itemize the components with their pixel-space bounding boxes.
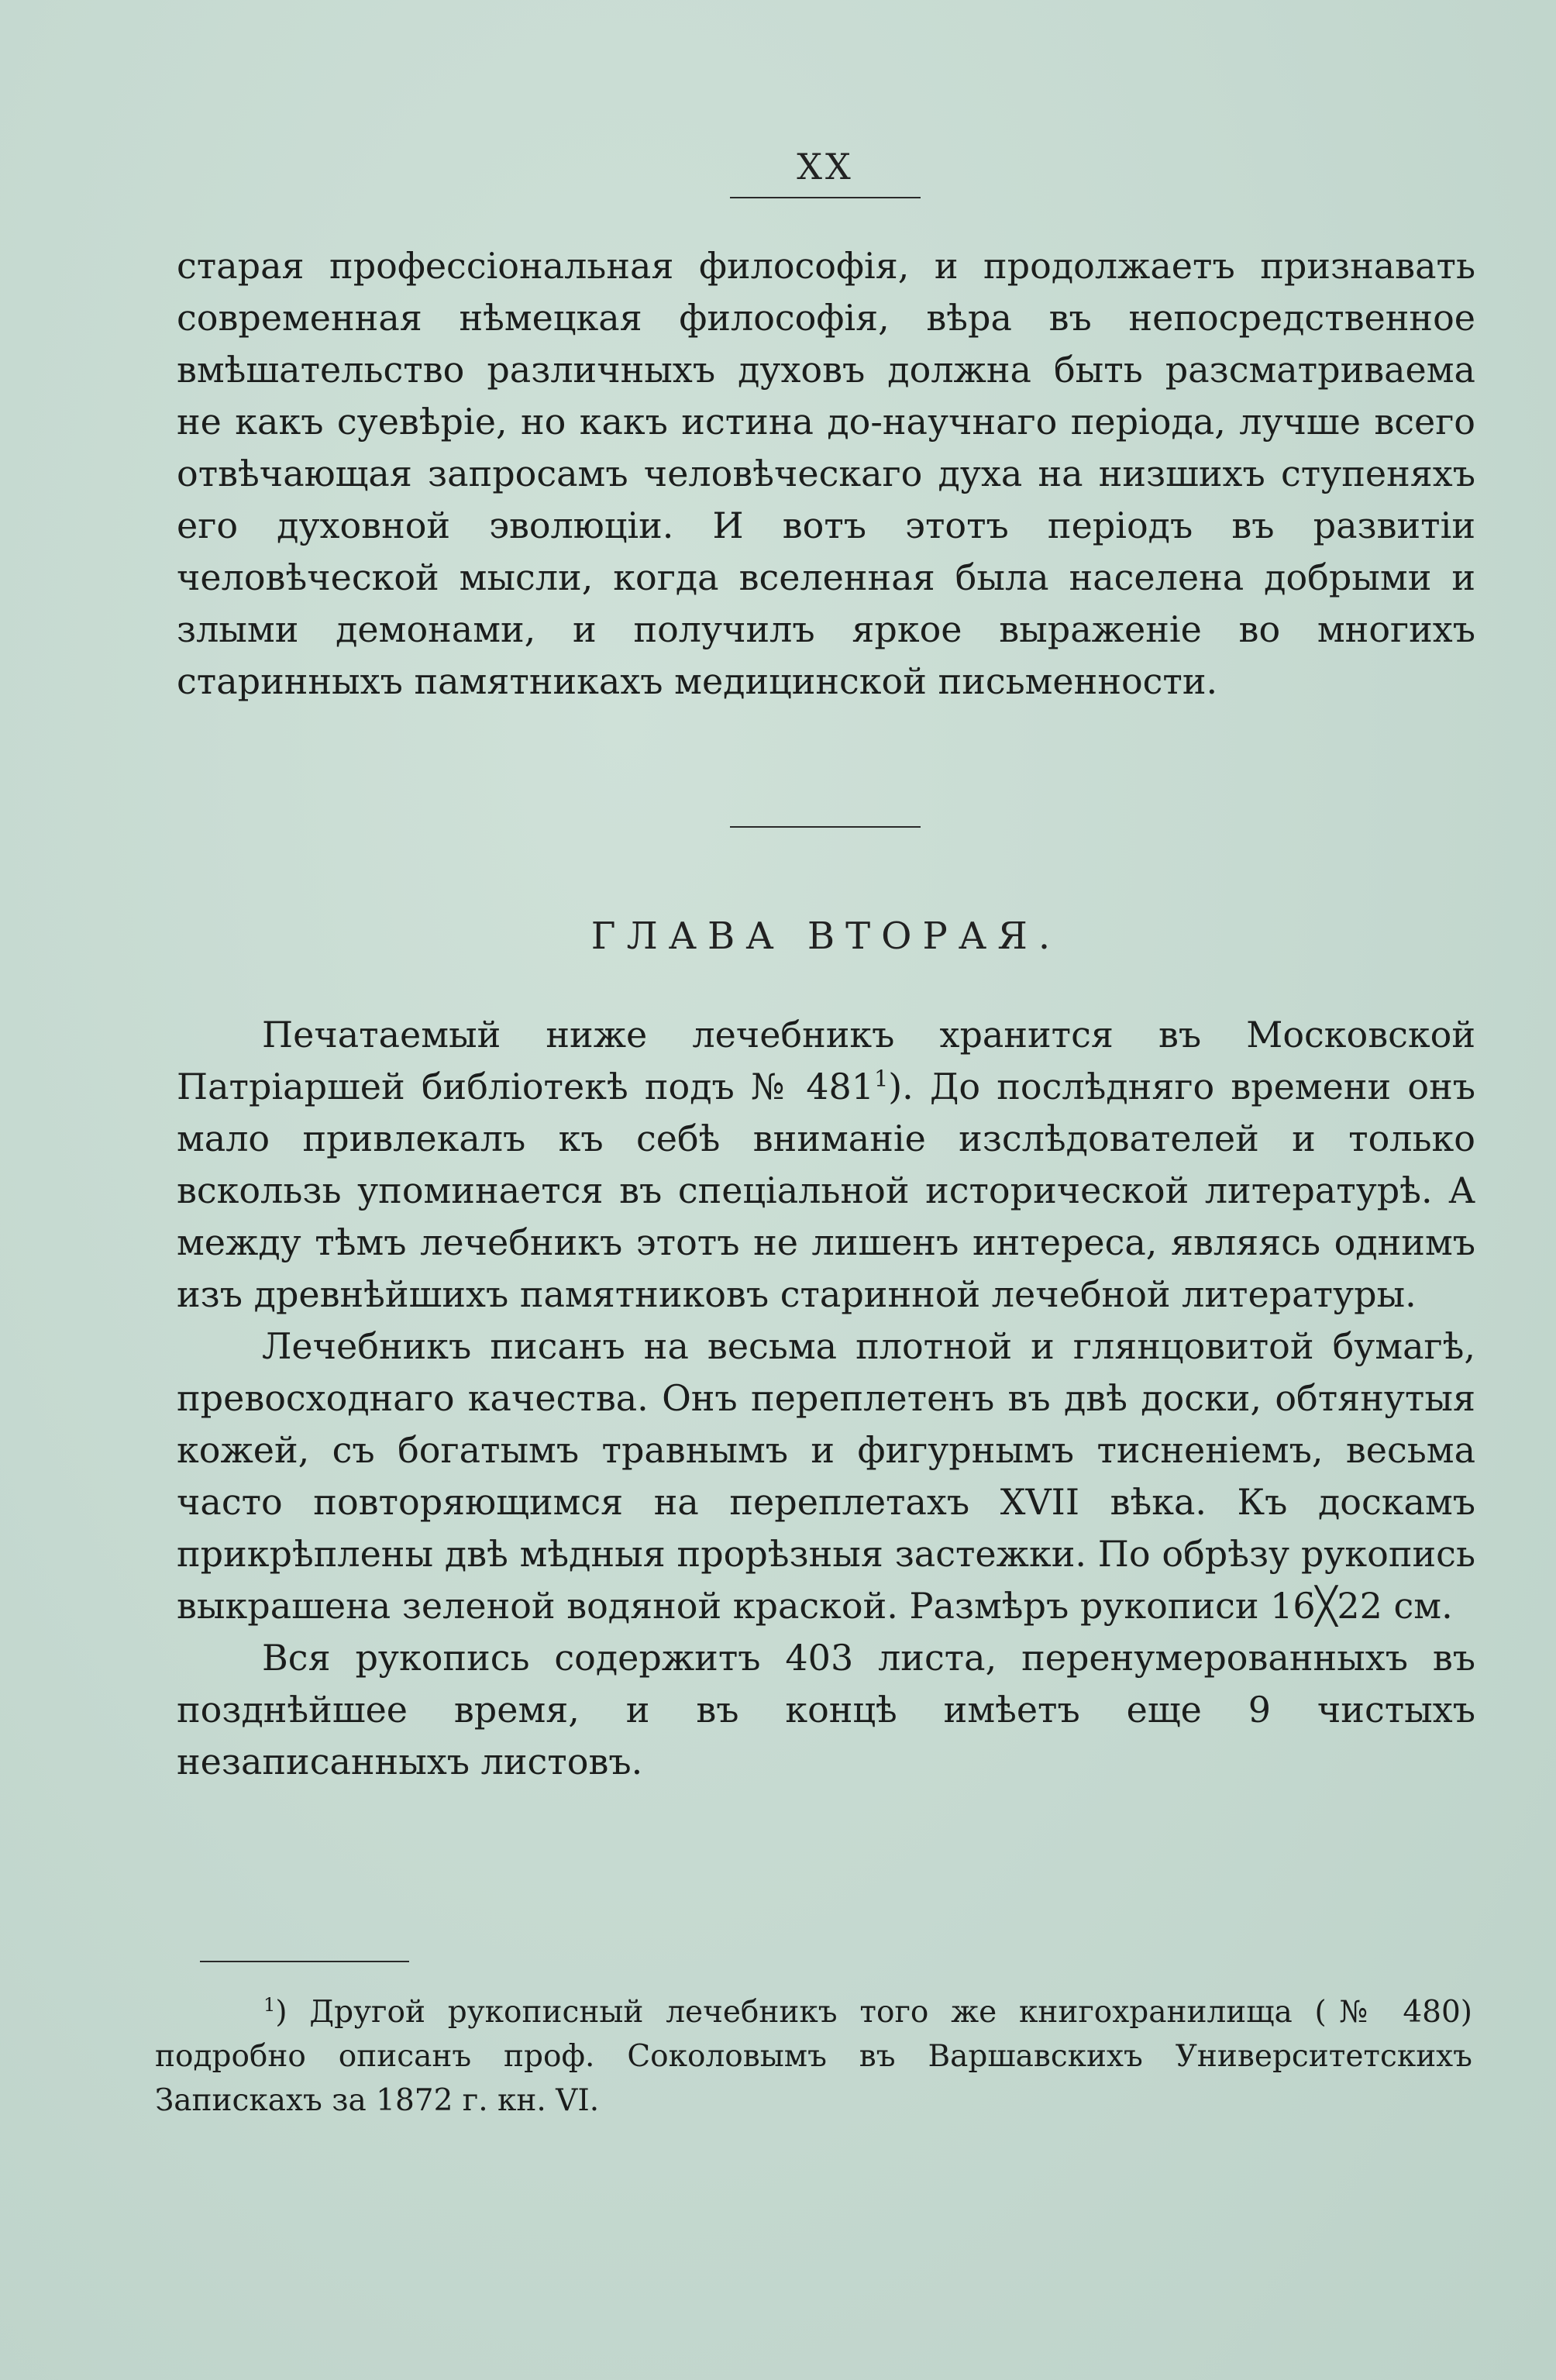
footnote-rule xyxy=(200,1961,409,1962)
paragraph-continued: старая профессіональная философія, и продолжаетъ признавать современная нѣмецкая философія, вѣра въ непосредственное вмѣшательство различныхъ духовъ должна быть разсматриваема не какъ суевѣріе, но какъ истина до-научнаго періода, лучше всего отвѣчающая запросамъ человѣческаго духа на низшихъ ступеняхъ его духовной эволюціи. И вотъ этотъ періодъ въ развитіи человѣческой мысли, когда вселенная была населена добрыми и злыми демонами, и получилъ яркое выраженіе во многихъ старинныхъ памятникахъ медицинской письменности. xyxy=(177,245,1475,702)
paragraph-manuscript-location xyxy=(177,1009,1475,1321)
footnote-marker: 1 xyxy=(263,1994,276,2016)
header-rule xyxy=(730,197,921,198)
page-number: XX xyxy=(797,146,854,188)
paragraph-manuscript-leaves: Вся рукопись содержитъ 403 листа, перенумерованныхъ въ позднѣйшее время, и въ концѣ имѣетъ еще 9 чистыхъ незаписанныхъ листовъ. xyxy=(177,1637,1475,1782)
footnote-text: ) Другой рукописный лечебникъ того же книгохранилища (№ 480) подробно описанъ проф. Соколовымъ въ Варшавскихъ Университетскихъ Запискахъ за 1872 г. кн. VI. xyxy=(155,1995,1472,2118)
paragraph-manuscript-location-end: ). До послѣдняго времени онъ мало привлекалъ къ себѣ вниманіе изслѣдователей и только вскользь упоминается въ спеціальной исторической литературѣ. А между тѣмъ лечебникъ этотъ не лишенъ интереса, являясь однимъ изъ древнѣйшихъ памятниковъ старинной лечебной литературы. xyxy=(177,1066,1476,1315)
text-block-chapter xyxy=(177,1009,1475,1788)
text-block-top xyxy=(177,240,1475,708)
chapter-title: ГЛАВА ВТОРАЯ. xyxy=(590,914,1062,958)
section-divider xyxy=(730,826,921,828)
footnote xyxy=(155,1990,1472,2123)
paragraph-manuscript-location-start: Печатаемый ниже лечебникъ хранится въ Московской Патріаршей библіотекѣ подъ № 481 xyxy=(177,1014,1475,1107)
footnote-reference: 1 xyxy=(874,1066,889,1092)
paragraph-manuscript-description: Лечебникъ писанъ на весьма плотной и глянцовитой бумагѣ, превосходнаго качества. Онъ переплетенъ въ двѣ доски, обтянутыя кожей, съ богатымъ травнымъ и фигурнымъ тисненіемъ, весьма часто повторяющимся на переплетахъ XVII вѣка. Къ доскамъ прикрѣплены двѣ мѣдныя прорѣзныя застежки. По обрѣзу рукопись выкрашена зеленой водяной краской. Размѣръ рукописи 16╳22 см. xyxy=(177,1325,1475,1627)
